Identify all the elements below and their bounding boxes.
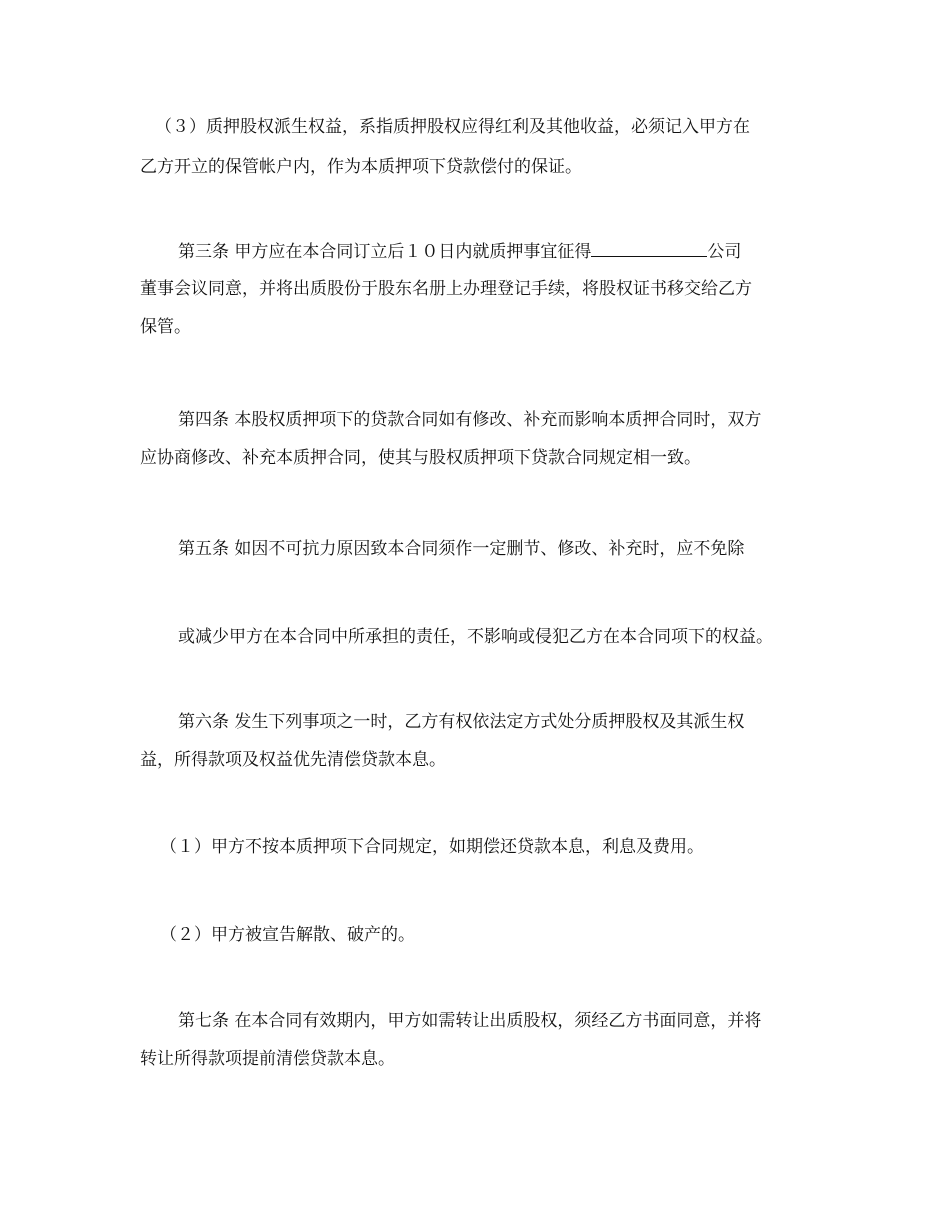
text-line: （１）甲方不按本质押项下合同规定，如期偿还贷款本息，利息及费用。 [160,837,704,857]
text-line: 转让所得款项提前清偿贷款本息。 [140,1049,395,1069]
text-segment: 公司 [707,242,742,262]
fill-in-blank [591,240,707,257]
text-line: （３）质押股权派生权益，系指质押股权应得红利及其他收益，必须记入甲方在 [155,117,750,137]
text-line: 第七条 在本合同有效期内，甲方如需转让出质股权，须经乙方书面同意，并将 [178,1011,762,1031]
text-line: 第五条 如因不可抗力原因致本合同须作一定删节、修改、补充时，应不免除 [178,539,745,559]
text-line: 应协商修改、补充本质押合同，使其与股权质押项下贷款合同规定相一致。 [140,448,701,468]
text-line: 第四条 本股权质押项下的贷款合同如有修改、补充而影响本质押合同时，双方 [178,410,762,430]
text-line: 董事会议同意，并将出质股份于股东名册上办理登记手续，将股权证书移交给乙方 [140,279,752,299]
text-line: 或减少甲方在本合同中所承担的责任，不影响或侵犯乙方在本合同项下的权益。 [178,627,773,647]
text-line [178,240,741,263]
text-line: 保管。 [140,317,191,337]
text-segment: 第三条 甲方应在本合同订立后１０日内就质押事宜征得 [178,242,592,262]
text-line: 第六条 发生下列事项之一时，乙方有权依法定方式处分质押股权及其派生权 [178,712,745,732]
text-line: 乙方开立的保管帐户内，作为本质押项下贷款偿付的保证。 [140,157,582,177]
text-line: （２）甲方被宣告解散、破产的。 [160,925,415,945]
text-line: 益，所得款项及权益优先清偿贷款本息。 [140,750,446,770]
